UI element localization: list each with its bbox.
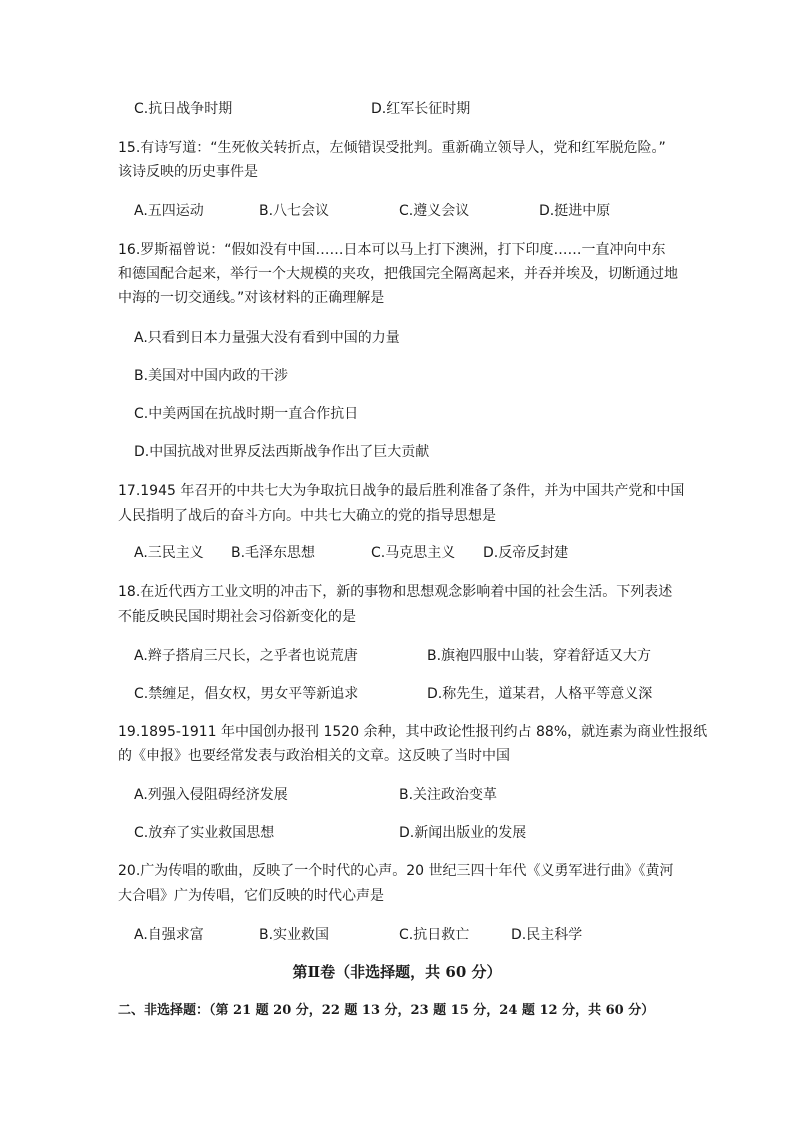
q15-option-c: C.遵义会议: [399, 203, 470, 219]
q16-option-d: D.中国抗战对世界反法西斯战争作出了巨大贡献: [134, 444, 430, 460]
q14-option-c: C.抗日战争时期: [134, 101, 233, 117]
q18-option-d: D.称先生，道某君，人格平等意义深: [427, 686, 653, 702]
q17-option-b: B.毛泽东思想: [231, 545, 316, 561]
q20-option-b: B.实业救国: [259, 927, 330, 943]
q16-option-b: B.美国对中国内政的干涉: [134, 368, 289, 384]
q18-option-a: A.辫子搭肩三尺长，之乎者也说荒唐: [134, 648, 358, 664]
q19-option-c: C.放弃了实业救国思想: [134, 825, 275, 841]
q19-stem-line-2: 的《申报》也要经常发表与政治相关的文章。这反映了当时中国: [118, 748, 510, 764]
q16-option-c: C.中美两国在抗战时期一直合作抗日: [134, 406, 359, 422]
q17-option-c: C.马克思主义: [371, 545, 456, 561]
q17-stem-line-2: 人民指明了战后的奋斗方向。中共七大确立的党的指导思想是: [118, 508, 496, 524]
q16-stem-line-3: 中海的一切交通线。”对该材料的正确理解是: [118, 290, 385, 306]
q16-stem-line-1: 16.罗斯福曾说：“假如没有中国……日本可以马上打下澳洲，打下印度……一直冲向中东: [118, 242, 666, 258]
section-2-subtitle: 二、非选择题：（第 21 题 20 分，22 题 13 分，23 题 15 分，24 题 12 分，共 60 分）: [118, 1003, 655, 1018]
q14-option-d: D.红军长征时期: [371, 101, 471, 117]
q18-option-c: C.禁缠足，倡女权，男女平等新追求: [134, 686, 359, 702]
q18-option-b: B.旗袍四服中山装，穿着舒适又大方: [427, 648, 652, 664]
q15-option-a: A.五四运动: [134, 203, 204, 219]
q20-option-d: D.民主科学: [511, 927, 583, 943]
q20-stem-line-1: 20.广为传唱的歌曲，反映了一个时代的心声。20 世纪三四十年代《义勇军进行曲》《黄河: [118, 863, 674, 879]
q19-stem-line-1: 19.1895-1911 年中国创办报刊 1520 余种，其中政论性报刊约占 88%，就连素为商业性报纸: [118, 724, 708, 740]
q15-stem-line-2: 该诗反映的历史事件是: [118, 164, 258, 180]
q19-option-a: A.列强入侵阻碍经济发展: [134, 787, 288, 803]
q20-option-c: C.抗日救亡: [399, 927, 470, 943]
q17-option-a: A.三民主义: [134, 545, 204, 561]
q17-stem-line-1: 17.1945 年召开的中共七大为争取抗日战争的最后胜利准备了条件，并为中国共产党和中国: [118, 483, 685, 499]
q19-option-d: D.新闻出版业的发展: [399, 825, 527, 841]
q18-stem-line-2: 不能反映民国时期社会习俗新变化的是: [118, 609, 356, 625]
q16-option-a: A.只看到日本力量强大没有看到中国的力量: [134, 330, 400, 346]
q16-stem-line-2: 和德国配合起来，举行一个大规模的夹攻，把俄国完全隔离起来，并吞并埃及，切断通过地: [118, 266, 678, 282]
section-2-title: 第Ⅱ卷（非选择题，共 60 分）: [292, 963, 502, 981]
q19-option-b: B.关注政治变革: [399, 787, 498, 803]
q18-stem-line-1: 18.在近代西方工业文明的冲击下，新的事物和思想观念影响着中国的社会生活。下列表述: [118, 584, 673, 600]
q15-stem-line-1: 15.有诗写道：“生死攸关转折点，左倾错误受批判。重新确立领导人，党和红军脱危险。”: [118, 140, 666, 156]
q20-option-a: A.自强求富: [134, 927, 204, 943]
q15-option-b: B.八七会议: [259, 203, 330, 219]
q20-stem-line-2: 大合唱》广为传唱，它们反映的时代心声是: [118, 888, 384, 904]
q17-option-d: D.反帝反封建: [483, 545, 569, 561]
q15-option-d: D.挺进中原: [539, 203, 611, 219]
